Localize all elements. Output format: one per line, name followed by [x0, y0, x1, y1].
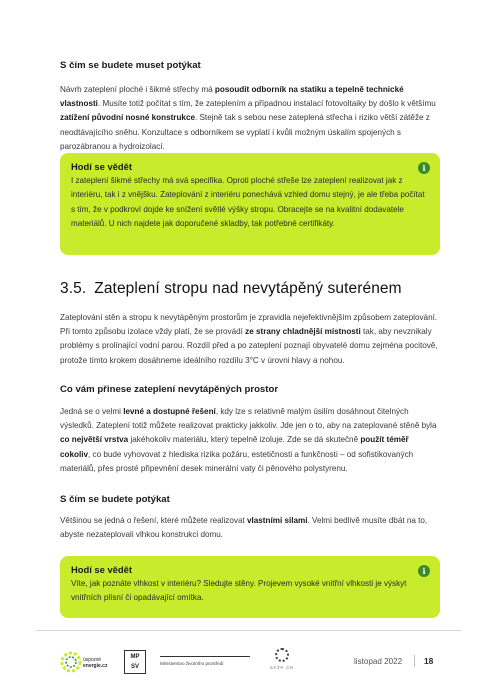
info-box-title: Hodí se vědět: [71, 564, 132, 575]
mpsv-logo: MP SV: [124, 650, 146, 674]
usporne-energie-logo: [60, 650, 118, 674]
publication-date: listopad 2022: [354, 657, 403, 666]
svg-text:úsporné: úsporné: [83, 657, 102, 663]
page-number: 18: [424, 656, 434, 666]
heading-co-vam-prinese: Co vám přinese zateplení nevytápěných prostor: [60, 384, 279, 395]
svg-text:energie.cz: energie.cz: [83, 663, 108, 669]
emphasis-text: zatížení původní nosné konstrukce: [60, 113, 195, 123]
heading-budete-potykat: S čím se budete potýkat: [60, 494, 170, 505]
footer-divider: [36, 630, 461, 631]
section-number: 3.5.: [60, 280, 87, 297]
emphasis-text: použít téměř cokoliv: [60, 435, 409, 459]
info-icon: i: [418, 565, 430, 577]
section-title: [60, 280, 402, 298]
paragraph-section4: Většinou se jedná o řešení, které můžete realizovat vlastními silami. Velmi bedlivě musíte dbát na to, abyste nezateplovali vlhkou konstrukci domu.: [60, 516, 428, 540]
emphasis-text: co největší vrstva: [60, 435, 129, 445]
footer-separator: [414, 655, 415, 667]
info-box-title: Hodí se vědět: [71, 161, 132, 172]
paragraph-section2: Zateplování stěn a stropu k nevytápěným prostorům je zpravidla nejefektivnějším způsobem zateplování. Při tomto způsobu izolace vždy platí, že se provádí ze strany chladnější místnosti tak, aby nevznikaly problémy s prolínající vodní parou. Rozdíl před a po zateplení poznají obyvatelé domu zejména pocitově, protože tímto krokem dosáhneme ideálního rozdílu 3°C v úrovni hlavy a nohou.: [60, 313, 438, 365]
ministry-logo: Ministerstvo životního prostředí: [160, 651, 254, 673]
paragraph-section3: Jedná se o velmi levné a dostupné řešení, kdy lze s relativně malým úsilím dosáhnout čitelných výsledků. Zateplení totiž můžete realizovat prakticky jakkoliv. Jde jen o to, aby na zateplované stěně byla co největší vrstva jakéhokoliv materiálu, který tepelně izoluje. Zde se dá skutečně použít téměř cokoliv, co bude vyhovovat z hlediska rizika požáru, estetičnosti a funkčnosti – od sofistikovaných materiálů, přes prosté připevnění desek minerální vaty či pěnového polystyrenu.: [60, 407, 437, 473]
info-icon: i: [418, 162, 430, 174]
emphasis-text: levné a dostupné řešení: [123, 407, 216, 416]
sfzp-logo: SFŽP ČR: [268, 648, 296, 676]
footer: [36, 644, 461, 680]
emphasis-text: ze strany chladnější místnosti: [245, 327, 361, 337]
paragraph-section1: Návrh zateplení ploché i šikmé střechy má posoudit odborník na statiku a tepelně technické vlastnosti. Musíte totiž počítat s tím, že zateplením a případnou instalací fotovoltaiky by došlo k většímu zatížení původní nosné konstrukce. Stejně tak s sebou nese zateplená střecha i riziko větší zátěže z neodtávajícího sněhu. Konzultace s odborníkem se vyplatí i kvůli možným úskalím spojených s parozábranou a hydroizolací.: [60, 85, 436, 151]
info-box-2: [60, 556, 440, 618]
emphasis-text: posoudit odborník na statiku a tepelně technické vlastnosti: [60, 85, 404, 109]
info-box-text: Víte, jak poznáte vlhkost v interiéru? Sledujte stěny. Projevem vysoké vnitřní vlhkosti je výskyt vnitřních plísní či opadávající omítka.: [71, 579, 407, 603]
emphasis-text: vlastními silami: [246, 516, 308, 525]
section-title-text: Zateplení stropu nad nevytápěný suterénem: [94, 280, 402, 297]
info-box-text: I zateplení šikmé střechy má svá specifika. Oproti ploché střeše lze zateplení realizovat jak z interiéru, tak i z vnějšku. Zateplování z interiéru ponechává vzhled domu stejný, je ale třeba počítat s tím, že v podkroví dojde ke snížení světlé výšky stropu. Obracejte se na kvalitní dodavatele materiálů. U nich najdete jak doporučené skladby, tak potřebné certifikáty.: [71, 176, 425, 229]
info-box-1: [60, 153, 440, 255]
heading-muset-potykat: S čím se budete muset potýkat: [60, 60, 201, 71]
